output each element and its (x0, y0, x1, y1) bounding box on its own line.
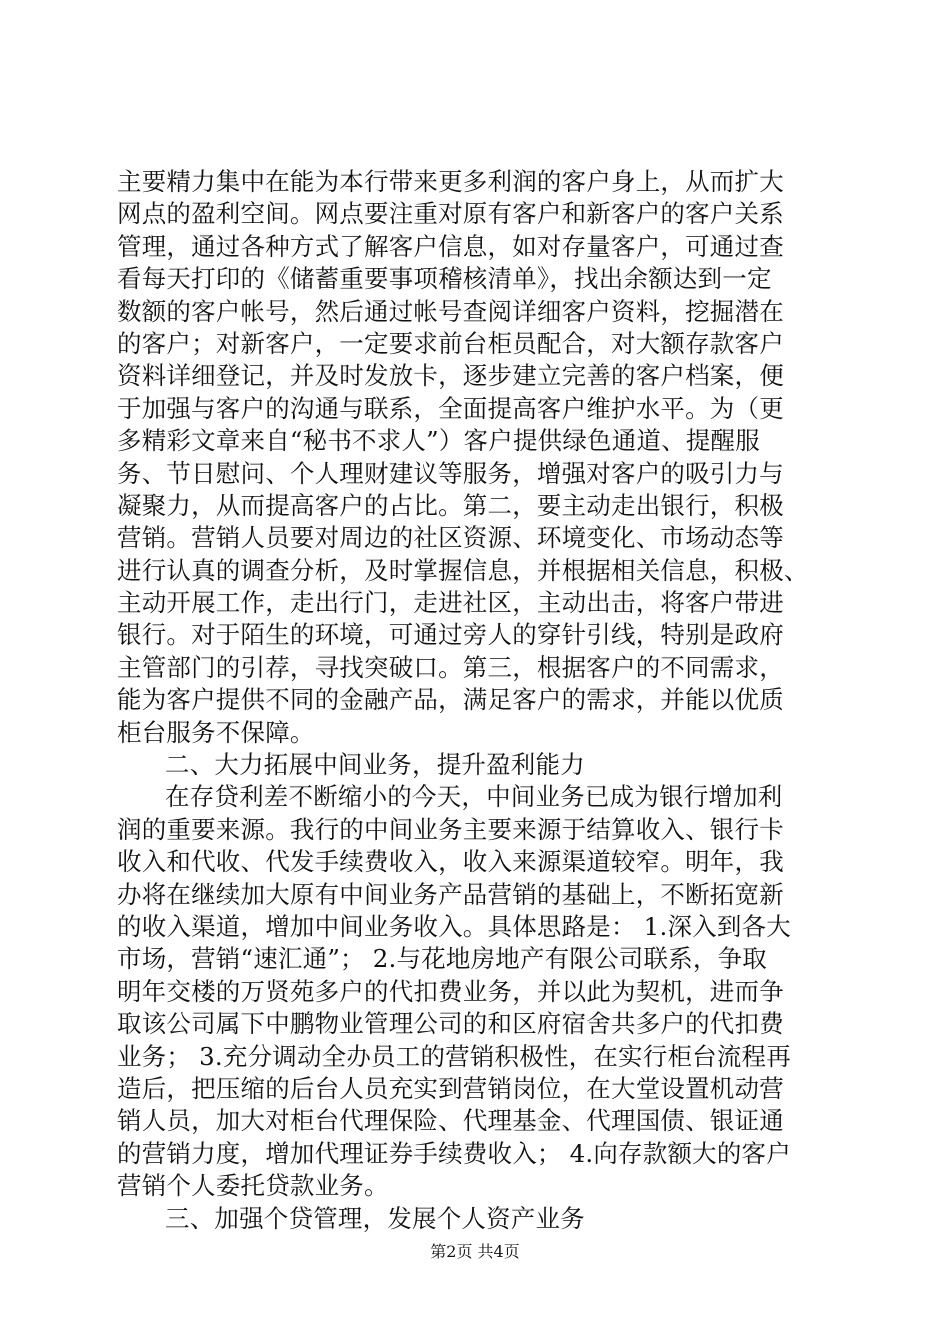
text-line: 进行认真的调查分析，及时掌握信息，并根据相关信息，积极、 (117, 555, 809, 585)
text-line: 主动开展工作，走出行门，走进社区，主动出击，将客户带进 (117, 588, 784, 618)
text-line: 网点的盈利空间。网点要注重对原有客户和新客户的客户关系 (117, 199, 784, 229)
section-heading: 三、加强个贷管理，发展个人资产业务 (165, 1203, 585, 1233)
text-line: 的营销力度，增加代理证券手续费收入； 4.向存款额大的客户 (117, 1138, 791, 1168)
paragraph-first-line: 在存贷利差不断缩小的今天，中间业务已成为银行增加利 (165, 782, 783, 812)
text-line: 营销。营销人员要对周边的社区资源、环境变化、市场动态等 (117, 523, 784, 553)
text-line: 数额的客户帐号，然后通过帐号查阅详细客户资料，挖掘潜在 (117, 296, 784, 326)
text-line: 银行。对于陌生的环境，可通过旁人的穿针引线，特别是政府 (117, 620, 784, 650)
text-line: 资料详细登记，并及时发放卡，逐步建立完善的客户档案，便 (117, 361, 784, 391)
text-line: 业务； 3.充分调动全办员工的营销积极性，在实行柜台流程再 (117, 1041, 791, 1071)
text-line: 能为客户提供不同的金融产品，满足客户的需求，并能以优质 (117, 685, 784, 715)
text-line: 市场，营销“速汇通”； 2.与花地房地产有限公司联系，争取 (117, 944, 768, 974)
text-line: 明年交楼的万贤苑多户的代扣费业务，并以此为契机，进而争 (117, 976, 784, 1006)
text-line: 销人员，加大对柜台代理保险、代理基金、代理国债、银证通 (117, 1106, 784, 1136)
text-line: 柜台服务不保障。 (117, 717, 315, 747)
text-line: 于加强与客户的沟通与联系，全面提高客户维护水平。为（更 (117, 393, 784, 423)
document-body (117, 166, 837, 1235)
page-number-footer: 第2页 共4页 (430, 1242, 520, 1261)
text-line: 主管部门的引荐，寻找突破口。第三，根据客户的不同需求， (117, 652, 784, 682)
text-line: 办将在继续加大原有中间业务产品营销的基础上，不断拓宽新 (117, 879, 784, 909)
text-line: 主要精力集中在能为本行带来更多利润的客户身上，从而扩大 (117, 167, 784, 196)
text-line: 的客户；对新客户，一定要求前台柜员配合，对大额存款客户 (117, 328, 784, 358)
text-line: 凝聚力，从而提高客户的占比。第二，要主动走出银行，积极 (117, 490, 784, 520)
text-line: 润的重要来源。我行的中间业务主要来源于结算收入、银行卡 (117, 814, 784, 844)
text-line: 务、节日慰问、个人理财建议等服务，增强对客户的吸引力与 (117, 458, 784, 488)
text-line: 管理，通过各种方式了解客户信息，如对存量客户，可通过查 (117, 231, 784, 261)
text-line: 收入和代收、代发手续费收入，收入来源渠道较窄。明年，我 (117, 847, 784, 877)
text-line: 营销个人委托贷款业务。 (117, 1171, 389, 1201)
text-line: 多精彩文章来自“秘书不求人”）客户提供绿色通道、提醒服 (117, 426, 760, 456)
section-heading: 二、大力拓展中间业务，提升盈利能力 (165, 750, 585, 780)
text-line: 造后，把压缩的后台人员充实到营销岗位，在大堂设置机动营 (117, 1073, 784, 1103)
text-line: 的收入渠道，增加中间业务收入。具体思路是： 1.深入到各大 (117, 911, 791, 941)
text-line: 取该公司属下中鹏物业管理公司的和区府宿舍共多户的代扣费 (117, 1009, 784, 1039)
text-line: 看每天打印的《储蓄重要事项稽核清单》，找出余额达到一定 (117, 264, 772, 294)
